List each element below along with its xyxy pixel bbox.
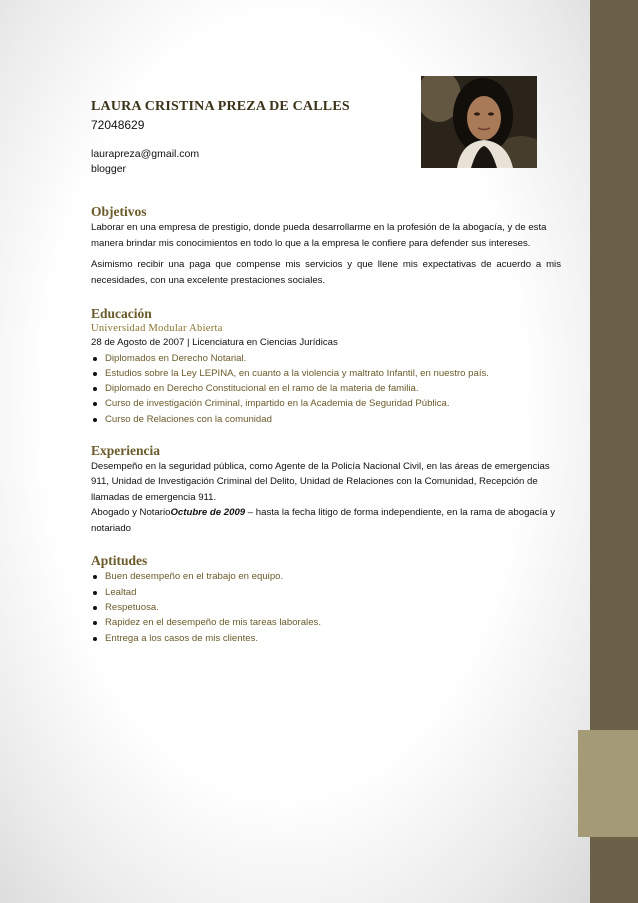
- section-title-experiencia: Experiencia: [91, 442, 160, 458]
- list-item: Entrega a los casos de mis clientes.: [91, 631, 561, 646]
- id-number: 72048629: [91, 118, 145, 132]
- list-item: Buen desempeño en el trabajo en equipo.: [91, 569, 561, 584]
- blog-text: blogger: [91, 163, 127, 175]
- school-name: Universidad Modular Abierta: [91, 323, 223, 334]
- educacion-list: [91, 351, 561, 427]
- list-item: Lealtad: [91, 585, 561, 600]
- candidate-name: LAURA CRISTINA PREZA DE CALLES: [91, 99, 350, 114]
- list-item: Curso de investigación Criminal, impartido en la Academia de Seguridad Pública.: [91, 396, 561, 411]
- experiencia-paragraph-2: [91, 505, 561, 536]
- email-text: laurapreza@gmail.com: [91, 148, 200, 160]
- experiencia-date: Octubre de 2009: [170, 507, 246, 519]
- aptitudes-list: [91, 569, 561, 645]
- section-title-aptitudes: Aptitudes: [91, 553, 148, 569]
- section-title-objetivos: Objetivos: [91, 204, 147, 219]
- section-objetivos: [91, 204, 561, 288]
- section-educacion: [91, 306, 561, 427]
- list-item: Curso de Relaciones con la comunidad: [91, 412, 561, 427]
- objetivos-paragraph-2: Asimismo recibir una paga que compense mis servicios y que llene mis expectativas de acuerdo a mis necesidades, con una excelente prestaciones sociales.: [91, 259, 561, 286]
- side-bar-accent-block: [578, 730, 638, 837]
- degree-line: 28 de Agosto de 2007 | Licenciatura en Ciencias Jurídicas: [91, 337, 338, 348]
- resume-content: [91, 99, 561, 646]
- list-item: Rapidez en el desempeño de mis tareas laborales.: [91, 615, 561, 630]
- list-item: Diplomado en Derecho Constitucional en el ramo de la materia de familia.: [91, 381, 561, 396]
- list-item: Diplomados en Derecho Notarial.: [91, 351, 561, 366]
- experiencia-detail: – hasta la fecha litigo de forma independiente, en la rama de abogacía y notariado: [91, 507, 555, 534]
- list-item: Estudios sobre la Ley LEPINA, en cuanto a la violencia y maltrato Infantil, en nuestro país.: [91, 366, 561, 381]
- section-aptitudes: [91, 553, 561, 645]
- experiencia-paragraph-1: Desempeño en la seguridad pública, como Agente de la Policía Nacional Civil, en las áreas de emergencias 911, Unidad de Investigación Criminal del Delito, Unidad de Relaciones con la Comunidad, Recepción de llamadas de emergencia 911.: [91, 460, 550, 503]
- objetivos-paragraph-1: Laborar en una empresa de prestigio, donde pueda desarrollarme en la profesión de la abogacía, y de esta manera brindar mis conocimientos en todo lo que a la empresa le confiere para defender sus intereses.: [91, 222, 547, 249]
- section-experiencia: [91, 443, 561, 537]
- experiencia-role: Abogado y Notario: [91, 507, 171, 519]
- section-title-educacion: Educación: [91, 306, 152, 321]
- list-item: Respetuosa.: [91, 600, 561, 615]
